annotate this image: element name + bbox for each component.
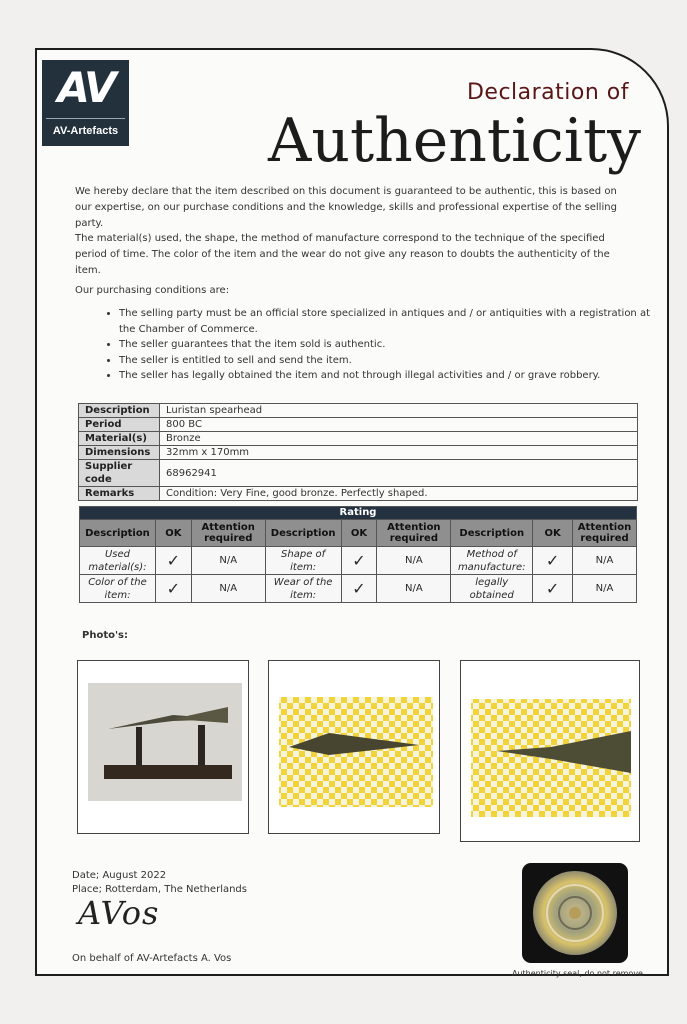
photo-spearhead-on-stand [77,660,249,834]
condition-item: • The seller guarantees that the item sold is authentic. [119,337,664,353]
check-icon: ✓ [155,547,191,575]
rating-description: Color of the item: [80,575,156,603]
check-icon: ✓ [341,575,377,603]
rating-description: Shape of item: [265,547,341,575]
info-label: Description [79,404,160,418]
photos-label: Photo's: [82,630,128,641]
info-label: Remarks [79,487,160,501]
header-attention: Attention required [191,520,265,547]
spearhead-stand-picture [78,661,248,833]
table-row [79,487,638,501]
hologram-seal-icon [522,863,628,963]
header-description: Description [80,520,156,547]
rating-description: Used material(s): [80,547,156,575]
info-label: Dimensions [79,446,160,460]
condition-item: • The seller is entitled to sell and send the item. [119,353,664,369]
photo-spearhead-closeup [460,660,640,842]
check-icon: ✓ [155,575,191,603]
condition-item: • The seller has legally obtained the item and not through illegal activities and / or grave robbery. [119,368,664,384]
info-value: Condition: Very Fine, good bronze. Perfectly shaped. [160,487,638,501]
rating-table [79,506,637,603]
info-value: Bronze [160,432,638,446]
header-ok: OK [533,520,573,547]
item-info-table [78,403,638,501]
header-description: Description [265,520,341,547]
info-value: 32mm x 170mm [160,446,638,460]
check-icon: ✓ [341,547,377,575]
table-row [80,575,637,603]
table-row [80,547,637,575]
table-row [79,418,638,432]
header-attention: Attention required [377,520,451,547]
rating-attention: N/A [191,575,265,603]
rating-title: Rating [80,507,637,520]
rating-description: Method of manufacture: [451,547,533,575]
check-icon: ✓ [533,575,573,603]
conditions-title: Our purchasing conditions are: [75,285,230,296]
intro-paragraph-1: We hereby declare that the item described on this document is guaranteed to be authentic, this is based on our expertise, on our purchase conditions and the knowledge, skills and professional expertise of the selling party. [75,186,617,229]
authenticity-seal [522,863,628,963]
table-row [79,460,638,487]
rating-description: legally obtained [451,575,533,603]
rating-header-row [80,520,637,547]
rating-attention: N/A [573,575,637,603]
info-label: Supplier code [79,460,160,487]
footer-behalf: On behalf of AV-Artefacts A. Vos [72,953,232,964]
seal-caption: Authenticity seal, do not remove [512,969,643,978]
table-row [79,446,638,460]
av-artefacts-logo [42,60,129,146]
table-row [79,404,638,418]
conditions-list [95,306,664,384]
condition-item: • The selling party must be an official store specialized in antiques and / or antiquities with a registration at the Chamber of Commerce. [119,306,664,337]
info-value: Luristan spearhead [160,404,638,418]
heading-line2: Authenticity [268,106,641,176]
heading-line1: Declaration of [466,80,629,105]
info-value: 68962941 [160,460,638,487]
info-label: Material(s) [79,432,160,446]
header-ok: OK [155,520,191,547]
footer-date: Date; August 2022 [72,870,167,881]
header-ok: OK [341,520,377,547]
photo-spearhead-on-grid [268,660,440,834]
info-label: Period [79,418,160,432]
intro-paragraph-2: The material(s) used, the shape, the method of manufacture correspond to the technique of the specified period of time. The color of the item and the wear do not give any reason to doubts the authenticity of the item. [75,233,610,276]
table-row [79,432,638,446]
rating-attention: N/A [377,575,451,603]
rating-attention: N/A [191,547,265,575]
spearhead-closeup-picture [461,661,639,841]
rating-description: Wear of the item: [265,575,341,603]
signature: AVos [78,894,160,932]
check-icon: ✓ [533,547,573,575]
header-description: Description [451,520,533,547]
logo-brand-name: AV-Artefacts [46,118,125,137]
header-attention: Attention required [573,520,637,547]
spearhead-grid-picture [269,661,439,833]
logo-mark: AV [57,63,114,112]
rating-attention: N/A [377,547,451,575]
footer-place: Place; Rotterdam, The Netherlands [72,884,247,895]
info-value: 800 BC [160,418,638,432]
rating-attention: N/A [573,547,637,575]
rating-title-row [80,507,637,520]
